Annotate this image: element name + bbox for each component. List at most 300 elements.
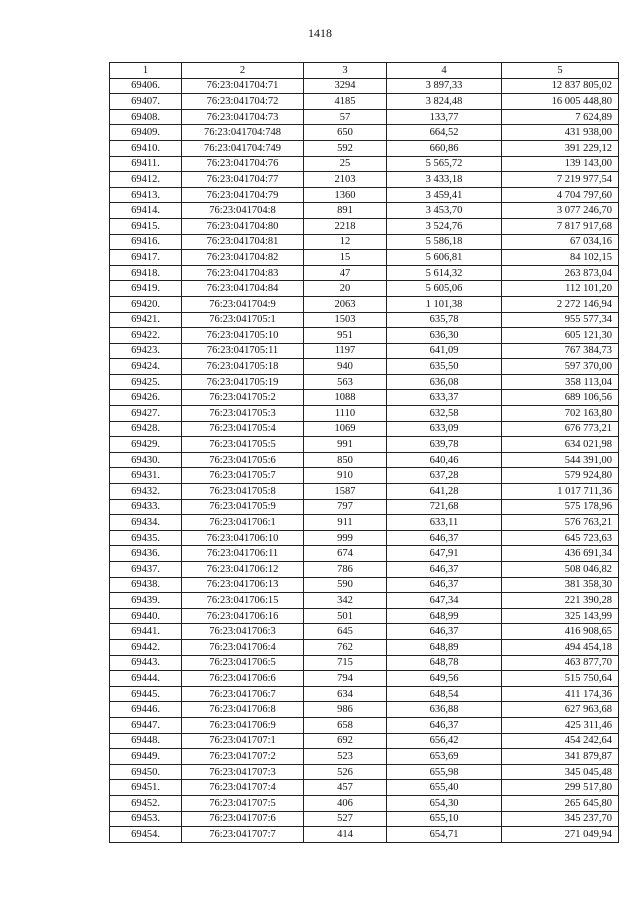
table-row — [110, 827, 619, 843]
table-cell: 341 879,87 — [502, 749, 619, 765]
table-cell: 69418. — [110, 265, 182, 281]
table-cell: 76:23:041705:10 — [182, 328, 304, 344]
table-cell: 76:23:041704:83 — [182, 265, 304, 281]
table-cell: 7 817 917,68 — [502, 218, 619, 234]
table-row — [110, 702, 619, 718]
table-cell: 1197 — [304, 343, 387, 359]
table-cell: 76:23:041704:77 — [182, 172, 304, 188]
table-cell: 76:23:041705:18 — [182, 359, 304, 375]
page-number: 1418 — [308, 26, 332, 40]
table-cell: 425 311,46 — [502, 717, 619, 733]
table-cell: 508 046,82 — [502, 562, 619, 578]
table-cell: 76:23:041706:8 — [182, 702, 304, 718]
table-cell: 650 — [304, 125, 387, 141]
table-cell: 3 453,70 — [387, 203, 502, 219]
table-cell: 762 — [304, 639, 387, 655]
table-cell: 645 — [304, 624, 387, 640]
table-row — [110, 655, 619, 671]
table-row — [110, 296, 619, 312]
table-cell: 431 938,00 — [502, 125, 619, 141]
table-row — [110, 562, 619, 578]
table-cell: 76:23:041704:79 — [182, 187, 304, 203]
table-cell: 69431. — [110, 468, 182, 484]
table-cell: 579 924,80 — [502, 468, 619, 484]
table-cell: 76:23:041706:3 — [182, 624, 304, 640]
table-row — [110, 639, 619, 655]
table-cell: 3 077 246,70 — [502, 203, 619, 219]
table-cell: 69432. — [110, 484, 182, 500]
table-cell: 786 — [304, 562, 387, 578]
table-cell: 69448. — [110, 733, 182, 749]
table-row — [110, 437, 619, 453]
table-cell: 986 — [304, 702, 387, 718]
table-cell: 632,58 — [387, 406, 502, 422]
table-cell: 69410. — [110, 140, 182, 156]
table-cell: 794 — [304, 671, 387, 687]
table-cell: 648,99 — [387, 608, 502, 624]
table-cell: 1 101,38 — [387, 296, 502, 312]
header-cell: 4 — [387, 63, 502, 79]
table-cell: 299 517,80 — [502, 780, 619, 796]
table-cell: 76:23:041706:7 — [182, 686, 304, 702]
table-cell: 3294 — [304, 78, 387, 94]
table-cell: 636,88 — [387, 702, 502, 718]
table-row — [110, 250, 619, 266]
table-cell: 69452. — [110, 795, 182, 811]
table-cell: 69412. — [110, 172, 182, 188]
table-cell: 2063 — [304, 296, 387, 312]
table-row — [110, 733, 619, 749]
table-cell: 955 577,34 — [502, 312, 619, 328]
table-cell: 5 605,06 — [387, 281, 502, 297]
table-cell: 592 — [304, 140, 387, 156]
table-cell: 523 — [304, 749, 387, 765]
table-cell: 69451. — [110, 780, 182, 796]
table-cell: 263 873,04 — [502, 265, 619, 281]
table-cell: 69454. — [110, 827, 182, 843]
table-row — [110, 795, 619, 811]
table-cell: 1110 — [304, 406, 387, 422]
table-cell: 76:23:041706:6 — [182, 671, 304, 687]
table-cell: 47 — [304, 265, 387, 281]
table-cell: 3 524,76 — [387, 218, 502, 234]
table-cell: 597 370,00 — [502, 359, 619, 375]
table-cell: 1360 — [304, 187, 387, 203]
table-cell: 76:23:041705:8 — [182, 484, 304, 500]
header-cell: 2 — [182, 63, 304, 79]
table-row — [110, 593, 619, 609]
table-cell: 67 034,16 — [502, 234, 619, 250]
table-cell: 76:23:041704:9 — [182, 296, 304, 312]
table-row — [110, 343, 619, 359]
table-cell: 76:23:041705:4 — [182, 421, 304, 437]
table-cell: 69406. — [110, 78, 182, 94]
table-row — [110, 499, 619, 515]
table-cell: 69441. — [110, 624, 182, 640]
table-cell: 76:23:041704:71 — [182, 78, 304, 94]
table-cell: 951 — [304, 328, 387, 344]
table-cell: 15 — [304, 250, 387, 266]
table-cell: 526 — [304, 764, 387, 780]
table-cell: 3 897,33 — [387, 78, 502, 94]
table-cell: 69425. — [110, 374, 182, 390]
table-cell: 76:23:041705:19 — [182, 374, 304, 390]
table-cell: 76:23:041706:13 — [182, 577, 304, 593]
table-row — [110, 811, 619, 827]
table-cell: 3 433,18 — [387, 172, 502, 188]
table-cell: 76:23:041707:3 — [182, 764, 304, 780]
table-cell: 69413. — [110, 187, 182, 203]
table-row — [110, 421, 619, 437]
table-cell: 457 — [304, 780, 387, 796]
table-cell: 358 113,04 — [502, 374, 619, 390]
table-cell: 76:23:041707:2 — [182, 749, 304, 765]
table-cell: 76:23:041705:9 — [182, 499, 304, 515]
table-cell: 16 005 448,80 — [502, 94, 619, 110]
table-cell: 76:23:041706:4 — [182, 639, 304, 655]
table-cell: 645 723,63 — [502, 530, 619, 546]
table-cell: 69427. — [110, 406, 182, 422]
table-cell: 69416. — [110, 234, 182, 250]
table-cell: 1 017 711,36 — [502, 484, 619, 500]
table-cell: 76:23:041707:4 — [182, 780, 304, 796]
table-cell: 76:23:041706:16 — [182, 608, 304, 624]
table-cell: 5 565,72 — [387, 156, 502, 172]
table-cell: 76:23:041707:5 — [182, 795, 304, 811]
table-cell: 655,98 — [387, 764, 502, 780]
table-cell: 639,78 — [387, 437, 502, 453]
table-cell: 391 229,12 — [502, 140, 619, 156]
table-cell: 76:23:041705:5 — [182, 437, 304, 453]
table-cell: 76:23:041704:749 — [182, 140, 304, 156]
table-cell: 69440. — [110, 608, 182, 624]
table-cell: 635,78 — [387, 312, 502, 328]
table-row — [110, 780, 619, 796]
table-row — [110, 265, 619, 281]
table-cell: 69447. — [110, 717, 182, 733]
table-cell: 646,37 — [387, 562, 502, 578]
table-cell: 658 — [304, 717, 387, 733]
table-cell: 641,09 — [387, 343, 502, 359]
table-cell: 69419. — [110, 281, 182, 297]
table-cell: 649,56 — [387, 671, 502, 687]
table-cell: 76:23:041704:82 — [182, 250, 304, 266]
table-cell: 416 908,65 — [502, 624, 619, 640]
table-cell: 674 — [304, 546, 387, 562]
table-cell: 5 586,18 — [387, 234, 502, 250]
table-cell: 69411. — [110, 156, 182, 172]
table-cell: 702 163,80 — [502, 406, 619, 422]
table-row — [110, 156, 619, 172]
table-cell: 721,68 — [387, 499, 502, 515]
table-cell: 910 — [304, 468, 387, 484]
table-cell: 69430. — [110, 452, 182, 468]
table-cell: 2218 — [304, 218, 387, 234]
table-cell: 69450. — [110, 764, 182, 780]
table-cell: 76:23:041706:10 — [182, 530, 304, 546]
table-cell: 69437. — [110, 562, 182, 578]
table-cell: 715 — [304, 655, 387, 671]
table-cell: 3 824,48 — [387, 94, 502, 110]
table-cell: 7 219 977,54 — [502, 172, 619, 188]
table-cell: 76:23:041704:80 — [182, 218, 304, 234]
table-cell: 76:23:041705:7 — [182, 468, 304, 484]
table-cell: 69423. — [110, 343, 182, 359]
table-row — [110, 281, 619, 297]
table-cell: 69421. — [110, 312, 182, 328]
table-row — [110, 359, 619, 375]
table-cell: 1503 — [304, 312, 387, 328]
table-cell: 5 606,81 — [387, 250, 502, 266]
table-cell: 647,34 — [387, 593, 502, 609]
table-cell: 69426. — [110, 390, 182, 406]
table-row — [110, 374, 619, 390]
table-cell: 69444. — [110, 671, 182, 687]
table-row — [110, 530, 619, 546]
table-cell: 25 — [304, 156, 387, 172]
table-cell: 325 143,99 — [502, 608, 619, 624]
table-row — [110, 484, 619, 500]
table-cell: 69428. — [110, 421, 182, 437]
table-cell: 69420. — [110, 296, 182, 312]
table-cell: 12 837 805,02 — [502, 78, 619, 94]
table-row — [110, 234, 619, 250]
table-cell: 345 237,70 — [502, 811, 619, 827]
table-cell: 991 — [304, 437, 387, 453]
table-cell: 84 102,15 — [502, 250, 619, 266]
table-cell: 633,09 — [387, 421, 502, 437]
table-cell: 69439. — [110, 593, 182, 609]
table-cell: 414 — [304, 827, 387, 843]
table-cell: 2103 — [304, 172, 387, 188]
table-cell: 656,42 — [387, 733, 502, 749]
table-cell: 563 — [304, 374, 387, 390]
table-cell: 646,37 — [387, 717, 502, 733]
table-cell: 634 021,98 — [502, 437, 619, 453]
table-cell: 501 — [304, 608, 387, 624]
table-cell: 76:23:041706:9 — [182, 717, 304, 733]
table-cell: 69443. — [110, 655, 182, 671]
table-cell: 76:23:041705:3 — [182, 406, 304, 422]
table-cell: 605 121,30 — [502, 328, 619, 344]
table-cell: 69436. — [110, 546, 182, 562]
table-cell: 1069 — [304, 421, 387, 437]
table-cell: 69409. — [110, 125, 182, 141]
table-row — [110, 671, 619, 687]
table-cell: 69433. — [110, 499, 182, 515]
table-cell: 692 — [304, 733, 387, 749]
table-cell: 76:23:041705:11 — [182, 343, 304, 359]
table-cell: 69407. — [110, 94, 182, 110]
table-cell: 69408. — [110, 109, 182, 125]
table-cell: 454 242,64 — [502, 733, 619, 749]
table-row — [110, 686, 619, 702]
table-cell: 654,30 — [387, 795, 502, 811]
table-cell: 635,50 — [387, 359, 502, 375]
table-cell: 76:23:041707:6 — [182, 811, 304, 827]
table-cell: 57 — [304, 109, 387, 125]
table-cell: 411 174,36 — [502, 686, 619, 702]
table-cell: 850 — [304, 452, 387, 468]
table-cell: 627 963,68 — [502, 702, 619, 718]
table-cell: 76:23:041704:81 — [182, 234, 304, 250]
table-cell: 265 645,80 — [502, 795, 619, 811]
table-cell: 76:23:041705:2 — [182, 390, 304, 406]
table-row — [110, 515, 619, 531]
table-cell: 76:23:041706:15 — [182, 593, 304, 609]
table-cell: 676 773,21 — [502, 421, 619, 437]
table-cell: 69414. — [110, 203, 182, 219]
table-cell: 342 — [304, 593, 387, 609]
table-cell: 76:23:041706:5 — [182, 655, 304, 671]
table-cell: 76:23:041704:84 — [182, 281, 304, 297]
table-cell: 797 — [304, 499, 387, 515]
table-cell: 76:23:041704:748 — [182, 125, 304, 141]
table-cell: 139 143,00 — [502, 156, 619, 172]
table-cell: 69446. — [110, 702, 182, 718]
table-cell: 646,37 — [387, 530, 502, 546]
table-cell: 7 624,89 — [502, 109, 619, 125]
table-cell: 76:23:041704:76 — [182, 156, 304, 172]
table-cell: 69415. — [110, 218, 182, 234]
table-cell: 20 — [304, 281, 387, 297]
table-cell: 527 — [304, 811, 387, 827]
table-row — [110, 140, 619, 156]
table-cell: 3 459,41 — [387, 187, 502, 203]
table-row — [110, 218, 619, 234]
table-cell: 646,37 — [387, 624, 502, 640]
table-cell: 406 — [304, 795, 387, 811]
table-cell: 12 — [304, 234, 387, 250]
table-cell: 69429. — [110, 437, 182, 453]
table-cell: 515 750,64 — [502, 671, 619, 687]
data-table — [109, 62, 619, 843]
table-cell: 76:23:041705:1 — [182, 312, 304, 328]
table-cell: 891 — [304, 203, 387, 219]
table-cell: 76:23:041707:7 — [182, 827, 304, 843]
header-row — [110, 63, 619, 79]
table-cell: 69422. — [110, 328, 182, 344]
table-row — [110, 390, 619, 406]
table-cell: 69417. — [110, 250, 182, 266]
table-cell: 641,28 — [387, 484, 502, 500]
table-cell: 590 — [304, 577, 387, 593]
table-row — [110, 94, 619, 110]
table-cell: 654,71 — [387, 827, 502, 843]
table-cell: 69442. — [110, 639, 182, 655]
table-cell: 133,77 — [387, 109, 502, 125]
table-cell: 647,91 — [387, 546, 502, 562]
table-cell: 1088 — [304, 390, 387, 406]
table-cell: 664,52 — [387, 125, 502, 141]
table-body — [110, 78, 619, 842]
table-cell: 4185 — [304, 94, 387, 110]
table-row — [110, 452, 619, 468]
table-row — [110, 328, 619, 344]
table-cell: 494 454,18 — [502, 639, 619, 655]
table-row — [110, 406, 619, 422]
table-cell: 463 877,70 — [502, 655, 619, 671]
table-cell: 69445. — [110, 686, 182, 702]
table-cell: 2 272 146,94 — [502, 296, 619, 312]
table-row — [110, 312, 619, 328]
header-cell: 3 — [304, 63, 387, 79]
table-cell: 69453. — [110, 811, 182, 827]
header-cell: 5 — [502, 63, 619, 79]
table-cell: 69424. — [110, 359, 182, 375]
table-cell: 112 101,20 — [502, 281, 619, 297]
table-cell: 69438. — [110, 577, 182, 593]
table-cell: 5 614,32 — [387, 265, 502, 281]
table-cell: 76:23:041706:11 — [182, 546, 304, 562]
table-row — [110, 717, 619, 733]
table-cell: 76:23:041706:1 — [182, 515, 304, 531]
table-row — [110, 109, 619, 125]
table-cell: 689 106,56 — [502, 390, 619, 406]
header-cell: 1 — [110, 63, 182, 79]
table-row — [110, 577, 619, 593]
table-cell: 648,89 — [387, 639, 502, 655]
table-cell: 271 049,94 — [502, 827, 619, 843]
table-cell: 999 — [304, 530, 387, 546]
table-row — [110, 203, 619, 219]
table-cell: 345 045,48 — [502, 764, 619, 780]
table-row — [110, 764, 619, 780]
table-row — [110, 172, 619, 188]
table-row — [110, 187, 619, 203]
table-cell: 640,46 — [387, 452, 502, 468]
table-cell: 69435. — [110, 530, 182, 546]
table-cell: 69434. — [110, 515, 182, 531]
table-cell: 76:23:041704:73 — [182, 109, 304, 125]
table-row — [110, 624, 619, 640]
table-cell: 648,54 — [387, 686, 502, 702]
table-cell: 911 — [304, 515, 387, 531]
table-cell: 76:23:041706:12 — [182, 562, 304, 578]
table-cell: 436 691,34 — [502, 546, 619, 562]
table-cell: 646,37 — [387, 577, 502, 593]
table-cell: 767 384,73 — [502, 343, 619, 359]
table-cell: 221 390,28 — [502, 593, 619, 609]
table-cell: 4 704 797,60 — [502, 187, 619, 203]
table-cell: 637,28 — [387, 468, 502, 484]
table-cell: 653,69 — [387, 749, 502, 765]
table-cell: 69449. — [110, 749, 182, 765]
table-cell: 76:23:041704:8 — [182, 203, 304, 219]
table-row — [110, 468, 619, 484]
table-cell: 655,10 — [387, 811, 502, 827]
table-row — [110, 78, 619, 94]
table-cell: 634 — [304, 686, 387, 702]
table-row — [110, 608, 619, 624]
table-row — [110, 546, 619, 562]
table-cell: 76:23:041704:72 — [182, 94, 304, 110]
table-cell: 76:23:041707:1 — [182, 733, 304, 749]
table-cell: 1587 — [304, 484, 387, 500]
table-cell: 636,30 — [387, 328, 502, 344]
table-cell: 544 391,00 — [502, 452, 619, 468]
table-cell: 576 763,21 — [502, 515, 619, 531]
table-cell: 633,11 — [387, 515, 502, 531]
table-header — [110, 63, 619, 79]
table-cell: 655,40 — [387, 780, 502, 796]
table-cell: 575 178,96 — [502, 499, 619, 515]
table-cell: 648,78 — [387, 655, 502, 671]
table-cell: 76:23:041705:6 — [182, 452, 304, 468]
table-cell: 660,86 — [387, 140, 502, 156]
table-cell: 633,37 — [387, 390, 502, 406]
table-row — [110, 125, 619, 141]
